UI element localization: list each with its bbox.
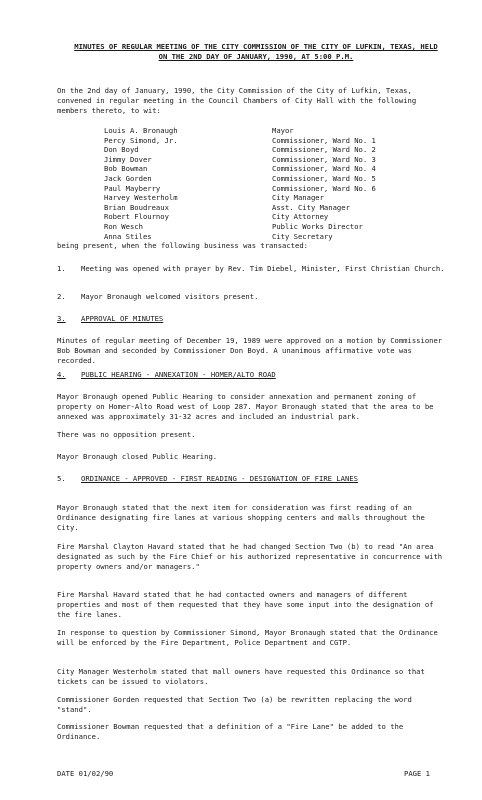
official-row <box>57 184 449 194</box>
official-row <box>57 136 449 146</box>
intro-paragraph: On the 2nd day of January, 1990, the City Commission of the City of Lufkin, Texas, convened in regular meeting in the Council Chambers of City Hall with the following members thereto, to wit: <box>57 86 417 115</box>
footer-page-number: PAGE 1 <box>404 769 430 778</box>
official-title: Commissioner, Ward No. 1 <box>272 135 376 145</box>
official-name: Bob Bowman <box>104 164 148 174</box>
official-name: Robert Flournoy <box>104 212 169 222</box>
item-4-number: 4. <box>57 370 66 379</box>
document-title: MINUTES OF REGULAR MEETING OF THE CITY COMMISSION OF THE CITY OF LUFKIN, TEXAS, HELD ON THE 2ND DAY OF JANUARY, 1990, AT 5:00 P.M. <box>74 42 438 61</box>
official-title: City Manager <box>272 193 324 203</box>
item-5-paragraph-7: Commissioner Bowman requested that a definition of a "Fire Lane" be added to the Ordinance. <box>57 722 404 741</box>
official-title: City Secretary <box>272 231 333 241</box>
item-1-text: Meeting was opened with prayer by Rev. Tim Diebel, Minister, First Christian Church. <box>81 264 445 273</box>
official-row <box>57 193 449 203</box>
official-name: Paul Mayberry <box>104 183 161 193</box>
item-3-number: 3. <box>57 314 66 323</box>
official-row <box>57 155 449 165</box>
official-name: Jack Gorden <box>104 173 152 183</box>
item-5-paragraph-2: Fire Marshal Clayton Havard stated that he had changed Section Two (b) to read "An area designated as such by the Fire Chief or his authorized representative in concurrence with property owners and/or managers." <box>57 542 443 571</box>
item-1-number: 1. <box>57 264 66 273</box>
item-4-paragraph-2: There was no opposition present. <box>57 430 196 439</box>
item-3-heading <box>57 314 449 324</box>
official-title: Commissioner, Ward No. 2 <box>272 145 376 155</box>
official-row <box>57 145 449 155</box>
official-title: Commissioner, Ward No. 6 <box>272 183 376 193</box>
footer-date: DATE 01/02/90 <box>57 769 114 778</box>
item-2-number: 2. <box>57 292 66 301</box>
item-5-paragraph-3: Fire Marshal Havard stated that he had contacted owners and managers of different properties and most of them requested that they have some input into the designation of the fire lanes. <box>57 590 434 619</box>
item-1 <box>57 264 449 274</box>
official-title: Commissioner, Ward No. 5 <box>272 173 376 183</box>
item-3-paragraph: Minutes of regular meeting of December 19, 1989 were approved on a motion by Commissioner Bob Bowman and seconded by Commissioner Don Boyd. A unanimous affirmative vote was recorded. <box>57 336 443 365</box>
official-name: Anna Stiles <box>104 231 152 241</box>
item-5-number: 5. <box>57 474 66 483</box>
item-3-title: APPROVAL OF MINUTES <box>81 314 164 323</box>
official-row <box>57 212 449 222</box>
official-row <box>57 203 449 213</box>
official-title: Commissioner, Ward No. 4 <box>272 164 376 174</box>
official-name: Jimmy Dover <box>104 154 152 164</box>
item-2-text: Mayor Bronaugh welcomed visitors present. <box>81 292 259 301</box>
official-title: Public Works Director <box>272 221 363 231</box>
being-present-text: being present, when the following business was transacted: <box>57 241 308 250</box>
item-4-paragraph-1: Mayor Bronaugh opened Public Hearing to consider annexation and permanent zoning of property on Homer-Alto Road west of Loop 287. Mayor Bronaugh stated that the area to be annexed was approximately 31-32 acres and included an industrial park. <box>57 392 434 421</box>
officials-list <box>57 126 449 246</box>
official-name: Percy Simond, Jr. <box>104 135 178 145</box>
item-4-paragraph-3: Mayor Bronaugh closed Public Hearing. <box>57 452 218 461</box>
item-5-heading <box>57 474 449 484</box>
official-title: Mayor <box>272 126 294 135</box>
official-name: Harvey Westerholm <box>104 193 178 203</box>
official-row <box>57 222 449 232</box>
official-name: Don Boyd <box>104 145 139 155</box>
official-row <box>57 164 449 174</box>
item-5-paragraph-1: Mayor Bronaugh stated that the next item for consideration was first reading of an Ordinance designating fire lanes at various shopping centers and malls throughout the City. <box>57 503 425 532</box>
official-row <box>57 126 449 136</box>
item-4-title: PUBLIC HEARING - ANNEXATION - HOMER/ALTO ROAD <box>81 370 276 379</box>
item-5-paragraph-5: City Manager Westerholm stated that mall owners have requested this Ordinance so that tickets can be issued to violators. <box>57 667 425 686</box>
official-name: Louis A. Bronaugh <box>104 126 178 135</box>
item-4-heading <box>57 370 449 380</box>
item-2 <box>57 292 449 302</box>
official-name: Brian Boudreaux <box>104 202 169 212</box>
item-5-paragraph-6: Commissioner Gorden requested that Section Two (a) be rewritten replacing the word "stand". <box>57 695 412 714</box>
official-title: City Attorney <box>272 212 329 222</box>
official-name: Ron Wesch <box>104 221 143 231</box>
item-5-title: ORDINANCE - APPROVED - FIRST READING - DESIGNATION OF FIRE LANES <box>81 474 358 483</box>
official-row <box>57 174 449 184</box>
official-title: Asst. City Manager <box>272 202 350 212</box>
official-title: Commissioner, Ward No. 3 <box>272 154 376 164</box>
item-5-paragraph-4: In response to question by Commissioner Simond, Mayor Bronaugh stated that the Ordinance will be enforced by the Fire Department, Police Department and CGTP. <box>57 628 438 647</box>
official-row <box>57 232 449 242</box>
